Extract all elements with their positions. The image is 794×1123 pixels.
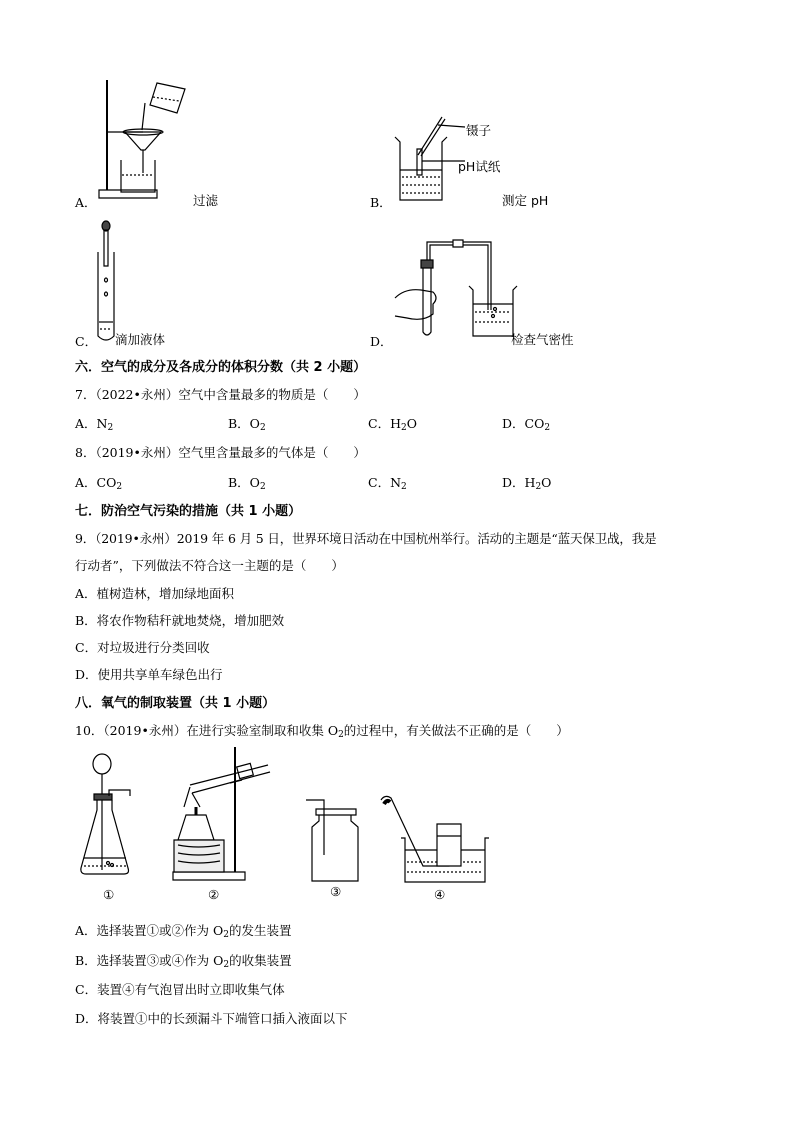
label-tweezers: 镊子 [466,123,492,138]
filtration-figure [95,75,200,205]
apparatus-2-figure [170,745,280,885]
q9-option-b: B．将农作物秸秆就地焚烧，增加肥效 [75,613,285,628]
q9-stem-line1: 9．（2019•永州）2019 年 6 月 5 日，世界环境日活动在中国杭州举行。活动的主题是“蓝天保卫战，我是 [75,531,657,546]
option-c-letter: C． [75,334,98,349]
option-a-letter: A． [75,195,97,210]
apparatus-1-label: ① [103,887,115,902]
q7-option-b: B．$O_2$ [228,416,266,433]
q8-option-b: B．$O_2$ [228,475,266,492]
option-b-caption: 测定 pH [502,193,549,208]
q10-option-b: B．选择装置③或④作为 $O_2$的收集装置 [75,953,292,970]
q8-option-a: A．$CO_2$ [75,475,123,492]
apparatus-1-figure [78,750,140,885]
label-ph-paper: pH试纸 [458,159,501,174]
q10-option-a: A．选择装置①或②作为 $O_2$的发生装置 [75,923,292,940]
q7-option-c: C．$H_2O$ [368,416,417,433]
dropper-figure [92,218,122,346]
q8-stem: 8．（2019•永州）空气里含量最多的气体是（ ） [75,445,366,460]
section-8-title: 八．氧气的制取装置（共 1 小题） [75,696,276,711]
q10-option-c: C．装置④有气泡冒出时立即收集气体 [75,982,285,997]
q8-option-d: D．$H_2O$ [502,475,552,492]
q10-stem: 10．（2019•永州）在进行实验室制取和收集 $O_2$的过程中，有关做法不正确的是（ ） [75,723,569,740]
q9-option-a: A．植树造林，增加绿地面积 [75,586,235,601]
q10-option-d: D．将装置①中的长颈漏斗下端管口插入液面以下 [75,1011,348,1026]
section-6-title: 六．空气的成分及各成分的体积分数（共 2 小题） [75,360,367,375]
option-c-caption: 滴加液体 [115,332,166,347]
option-d-letter: D． [370,334,393,349]
option-a-caption: 过滤 [193,193,219,208]
q7-option-a: A．$N_2$ [75,416,114,433]
apparatus-4-label: ④ [434,887,446,902]
apparatus-4-figure [375,790,493,888]
q7-option-d: D．$CO_2$ [502,416,551,433]
q7-stem: 7．（2022•永州）空气中含量最多的物质是（ ） [75,387,366,402]
apparatus-3-label: ③ [330,884,342,899]
option-b-letter: B． [370,195,392,210]
q9-option-c: C．对垃圾进行分类回收 [75,640,210,655]
q9-stem-line2: 行动者”，下列做法不符合这一主题的是（ ） [75,558,344,573]
apparatus-2-label: ② [208,887,220,902]
section-7-title: 七．防治空气污染的措施（共 1 小题） [75,504,302,519]
option-d-caption: 检查气密性 [511,332,574,347]
airtightness-figure [393,232,518,344]
q9-option-d: D．使用共享单车绿色出行 [75,667,223,682]
apparatus-3-figure [302,795,362,887]
q8-option-c: C．$N_2$ [368,475,407,492]
